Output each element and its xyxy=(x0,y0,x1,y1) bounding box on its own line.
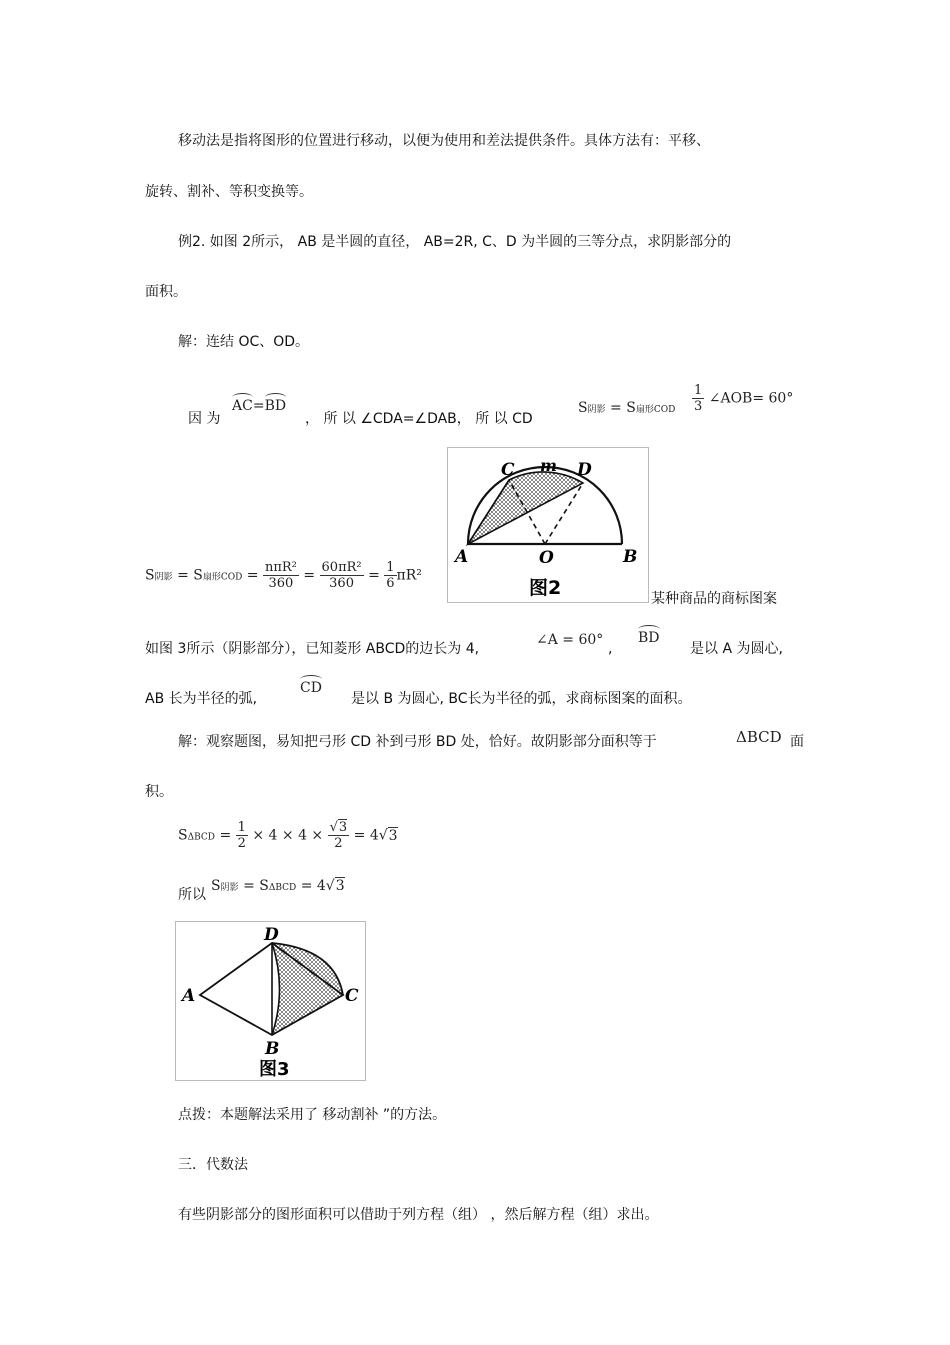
figure-3 xyxy=(175,921,366,1081)
text-line: 如图 3所示（阴影部分），已知菱形 ABCD的边长为 4, xyxy=(145,641,480,657)
text-line: 例2. 如图 2所示， AB 是半圆的直径， AB=2R, C、D 为半圆的三等分点，求阴影部分的 xyxy=(178,234,732,250)
text-line: 面 xyxy=(790,734,804,750)
text-line: AB 长为半径的弧, xyxy=(145,691,258,707)
formula-sector-area: S阴影 = S扇形COD = $\frac{\text{nπR²}}{360}$ = $\frac{\text{60πR²}}{360}$ = $\frac{1}{6}$ πR² xyxy=(145,560,422,591)
label-c: C xyxy=(345,986,359,1006)
label-a: A xyxy=(182,986,196,1006)
text-line: 有些阴影部分的图形面积可以借助于列方程（组） ，然后解方程（组）求出。 xyxy=(178,1207,659,1223)
shaded-region xyxy=(272,943,343,1035)
label-m: m xyxy=(540,456,557,475)
section-heading: 三．代数法 xyxy=(178,1157,248,1173)
text-line: 移动法是指将图形的位置进行移动，以便为使用和差法提供条件。具体方法有：平移、 xyxy=(178,133,710,149)
text-line: 是以 A 为圆心, xyxy=(690,641,783,657)
text-line: 旋转、割补、等积变换等。 xyxy=(145,184,313,200)
label-b: B xyxy=(623,547,638,567)
formula-triangle-area: SΔBCD = $\frac{1}{2}$ × 4 × 4 × $\frac{√3}{2}$ = 4√3 xyxy=(178,820,398,851)
label-a: A xyxy=(455,547,469,567)
text-line: 某种商品的商标图案 xyxy=(651,591,777,607)
text-line: 因 为 xyxy=(188,411,221,427)
formula-angle: $\frac{1}{3}$ ∠AOB= 60° xyxy=(694,383,794,414)
text-line: 面积。 xyxy=(145,284,187,300)
figure-caption: 图3 xyxy=(259,1059,290,1080)
formula-triangle: ΔBCD xyxy=(736,728,782,746)
figure-caption: 图2 xyxy=(529,577,562,599)
label-b: B xyxy=(265,1039,280,1059)
label-d: D xyxy=(577,460,592,480)
figure-2 xyxy=(447,447,649,603)
label-c: C xyxy=(501,460,515,480)
text-line: 积。 xyxy=(145,784,173,800)
formula-arc-cd: CD xyxy=(300,680,322,696)
formula-area-equal: S阴影 = S扇形COD xyxy=(578,400,676,416)
text-line: 解：连结 OC、OD。 xyxy=(178,334,310,350)
text-line: ， 所 以 ∠CDA=∠DAB， 所 以 CD xyxy=(305,411,533,427)
text-line: , xyxy=(608,641,613,657)
formula-arc-bd: BD xyxy=(638,630,660,646)
formula-angle-a: ∠A = 60° xyxy=(536,632,604,648)
formula-arc-equal: AC=BD xyxy=(232,398,287,414)
label-d: D xyxy=(264,925,279,945)
text-line: 解：观察题图，易知把弓形 CD 补到弓形 BD 处，恰好。故阴影部分面积等于 xyxy=(178,734,657,750)
text-line: 点拨：本题解法采用了 移动割补 ”的方法。 xyxy=(178,1107,447,1123)
label-o: O xyxy=(539,548,554,568)
text-line: 是以 B 为圆心, BC长为半径的弧，求商标图案的面积。 xyxy=(351,691,692,707)
text-line: 所以 xyxy=(178,887,206,903)
formula-result: S阴影 = SΔBCD = 4√3 xyxy=(211,878,345,894)
